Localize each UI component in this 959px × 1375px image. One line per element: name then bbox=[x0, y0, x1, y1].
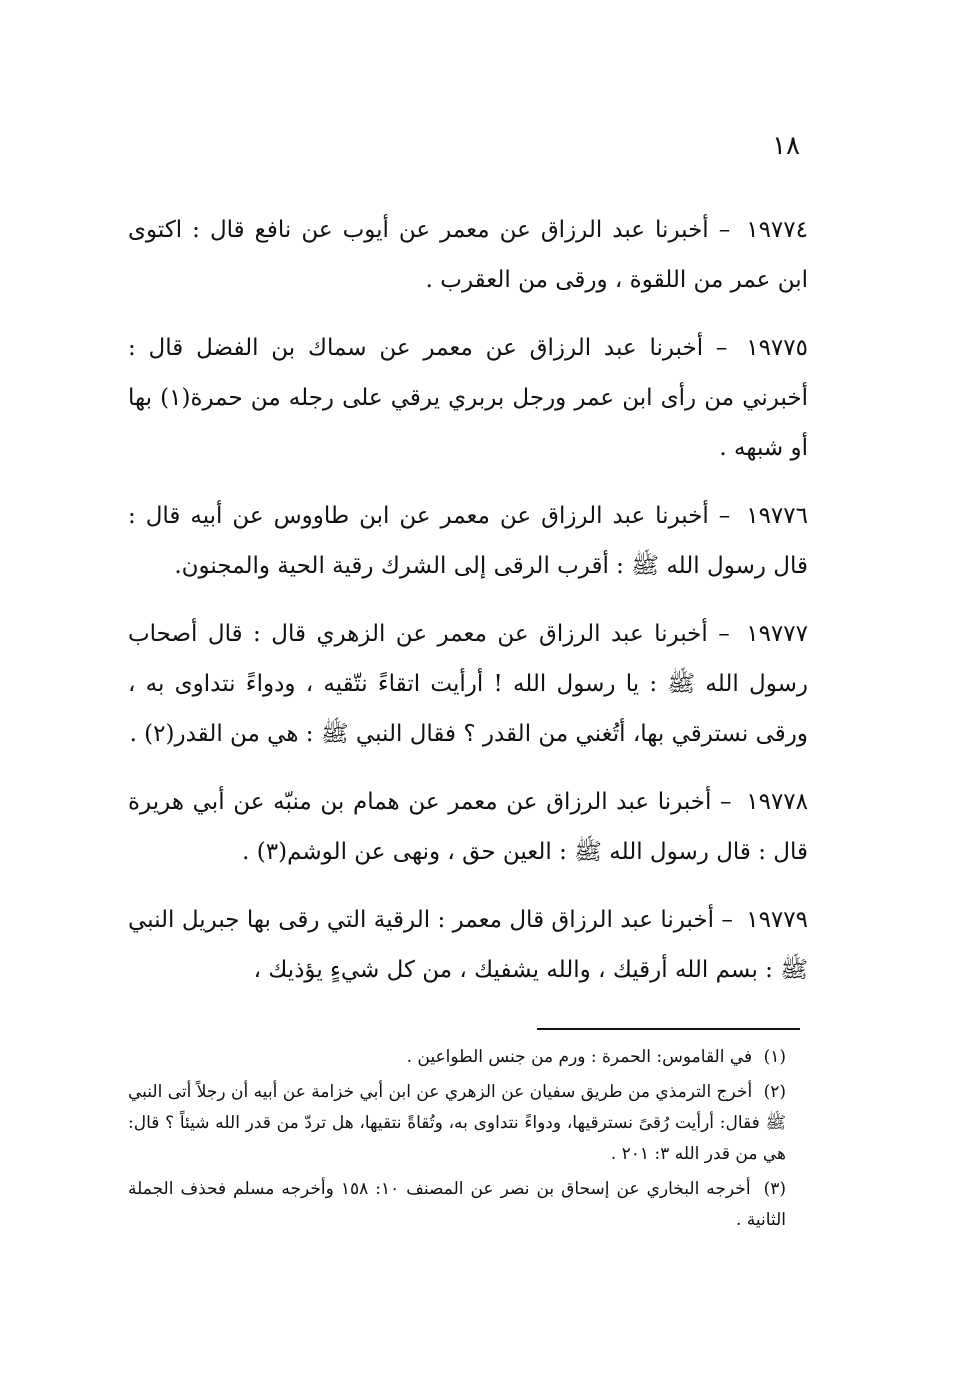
hadith-list bbox=[128, 205, 808, 1013]
hadith-text: – أخبرنا عبد الرزاق عن معمر عن أيوب عن نافع قال : اكتوى ابن عمر من اللقوة ، ورقى من العقرب . bbox=[128, 217, 808, 293]
hadith-text: – أخبرنا عبد الرزاق عن معمر عن ابن طاووس عن أبيه قال : قال رسول الله ﷺ : أقرب الرقى إلى الشرك رقية الحية والمجنون. bbox=[128, 503, 808, 579]
hadith-entry bbox=[128, 895, 808, 995]
hadith-text: – أخبرنا عبد الرزاق عن معمر عن سماك بن الفضل قال : أخبرني من رأى ابن عمر ورجل بربري يرقي على رجله من حمرة(١) بها أو شبهه . bbox=[128, 335, 809, 461]
hadith-text: – أخبرنا عبد الرزاق عن معمر عن الزهري قال : قال أصحاب رسول الله ﷺ : يا رسول الله ! أرأيت اتقاءً نتّقيه ، ودواءً نتداوى به ، ورقى نسترقي بها، أتُغني من القدر ؟ فقال النبي ﷺ : هي من القدر(٢) . bbox=[128, 621, 808, 747]
hadith-number: ١٩٧٧٩ bbox=[746, 907, 808, 933]
hadith-text: – أخبرنا عبد الرزاق عن معمر عن همام بن منبّه عن أبي هريرة قال : قال رسول الله ﷺ : العين حق ، ونهى عن الوشم(٣) . bbox=[128, 789, 808, 865]
page-number: ١٨ bbox=[772, 131, 800, 161]
hadith-number: ١٩٧٧٦ bbox=[746, 503, 808, 529]
footnote-number: (٢) bbox=[763, 1082, 787, 1102]
footnote-separator bbox=[537, 1028, 800, 1030]
hadith-entry bbox=[128, 609, 808, 759]
footnote-text: في القاموس: الحمرة : ورم من جنس الطواعين . bbox=[406, 1047, 753, 1067]
footnote bbox=[128, 1077, 808, 1170]
hadith-number: ١٩٧٧٥ bbox=[746, 335, 808, 361]
footnote-number: (١) bbox=[763, 1047, 786, 1067]
footnote-text: أخرجه البخاري عن إسحاق بن نصر عن المصنف ١٠: ١٥٨ وأخرجه مسلم فحذف الجملة الثانية . bbox=[128, 1179, 786, 1230]
hadith-text: – أخبرنا عبد الرزاق قال معمر : الرقية التي رقى بها جبريل النبي ﷺ : بسم الله أرقيك ، والله يشفيك ، من كل شيءٍ يؤذيك ، bbox=[128, 907, 808, 983]
hadith-entry bbox=[128, 323, 808, 473]
footnote-text: أخرج الترمذي من طريق سفيان عن الزهري عن ابن أبي خزامة عن أبيه أن رجلاً أتى النبي ﷺ فقال: أرأيت رُقىً نسترقيها، ودواءً نتداوى به، وتُقاةً نتقيها، هل تردّ من قدر الله شيئاً ؟ قال: هي من قدر الله ٣: ٢٠١ . bbox=[128, 1082, 786, 1164]
footnote bbox=[128, 1042, 808, 1073]
footnote bbox=[128, 1174, 808, 1236]
hadith-number: ١٩٧٧٤ bbox=[746, 217, 808, 243]
hadith-number: ١٩٧٧٨ bbox=[746, 789, 809, 815]
footnotes bbox=[128, 1042, 808, 1240]
hadith-entry bbox=[128, 491, 808, 591]
hadith-number: ١٩٧٧٧ bbox=[746, 621, 808, 647]
hadith-entry bbox=[128, 777, 808, 877]
hadith-entry bbox=[128, 205, 808, 305]
footnote-number: (٣) bbox=[763, 1179, 786, 1199]
